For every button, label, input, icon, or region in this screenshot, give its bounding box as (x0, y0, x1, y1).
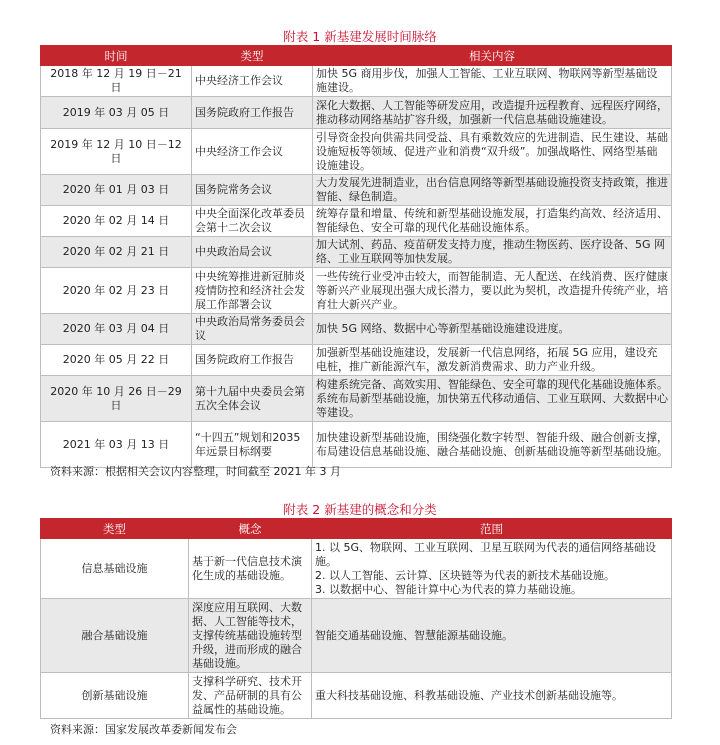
content-cell: 引导资金投向供需共同受益、具有乘数效应的先进制造、民生建设、基础设施短板等领域、促进产业和消费“双升级”。加强战略性、网络型基础设施建设。 (313, 129, 672, 175)
type-cell: 中央政治局常务委员会议 (192, 314, 313, 345)
type-cell: 第十九届中央委员会第五次全体会议 (192, 376, 313, 422)
content-cell: 加快建设新型基础设施，围绕强化数字转型、智能升级、融合创新支撑，布局建设信息基础设施、融合基础设施、创新基础设施等新型基础设施。 (313, 422, 672, 468)
table-header-row (41, 519, 672, 539)
type-cell: 中央经济工作会议 (192, 129, 313, 175)
content-cell: 一些传统行业受冲击较大，而智能制造、无人配送、在线消费、医疗健康等新兴产业展现出强大成长潜力，要以此为契机，改造提升传统产业，培育壮大新兴产业。 (313, 268, 672, 314)
scope-cell: 重大科技基础设施、科教基础设施、产业技术创新基础设施等。 (312, 673, 672, 719)
type-cell: 中央经济工作会议 (192, 66, 313, 97)
column-header-concept: 概念 (189, 519, 312, 539)
table-row (41, 376, 672, 422)
type-cell: 国务院政府工作报告 (192, 345, 313, 376)
type-cell: 融合基础设施 (41, 599, 189, 673)
column-header-time: 时间 (41, 46, 192, 66)
table-row (41, 314, 672, 345)
type-cell: “十四五”规划和2035 年远景目标纲要 (192, 422, 313, 468)
table-row (41, 345, 672, 376)
table2-source-note: 资料来源：国家发展改革委新闻发布会 (50, 723, 237, 736)
content-cell: 统筹存量和增量、传统和新型基础设施发展，打造集约高效、经济适用、智能绿色、安全可靠的现代化基础设施体系。 (313, 206, 672, 237)
time-cell: 2021 年 03 月 13 日 (41, 422, 192, 468)
type-cell: 创新基础设施 (41, 673, 189, 719)
content-cell: 构建系统完备、高效实用、智能绿色、安全可靠的现代化基础设施体系。系统布局新型基础设施，加快第五代移动通信、工业互联网、大数据中心等建设。 (313, 376, 672, 422)
table-row (41, 673, 672, 719)
type-cell: 国务院政府工作报告 (192, 97, 313, 129)
table1-title: 附表 1 新基建发展时间脉络 (283, 29, 437, 44)
content-cell: 加强新型基础设施建设，发展新一代信息网络，拓展 5G 应用，建设充电桩，推广新能源汽车，激发新消费需求、助力产业升级。 (313, 345, 672, 376)
timeline-table (40, 45, 672, 468)
table-row (41, 129, 672, 175)
scope-cell: 智能交通基础设施、智慧能源基础设施。 (312, 599, 672, 673)
content-cell: 深化大数据、人工智能等研发应用，改造提升远程教育、远程医疗网络，推动移动网络基站扩容升级，加强新一代信息基础设施建设。 (313, 97, 672, 129)
column-header-content: 相关内容 (313, 46, 672, 66)
table-row (41, 237, 672, 268)
classification-table (40, 518, 672, 719)
column-header-type: 类型 (41, 519, 189, 539)
type-cell: 信息基础设施 (41, 539, 189, 599)
time-cell: 2020 年 10 月 26 日－29 日 (41, 376, 192, 422)
concept-cell: 基于新一代信息技术演化生成的基础设施。 (189, 539, 312, 599)
type-cell: 中央全面深化改革委员会第十二次会议 (192, 206, 313, 237)
type-cell: 国务院常务会议 (192, 175, 313, 206)
concept-cell: 支撑科学研究、技术开发、产品研制的具有公益属性的基础设施。 (189, 673, 312, 719)
time-cell: 2018 年 12 月 19 日－21 日 (41, 66, 192, 97)
table-row (41, 206, 672, 237)
time-cell: 2020 年 02 月 14 日 (41, 206, 192, 237)
type-cell: 中央统筹推进新冠肺炎疫情防控和经济社会发展工作部署会议 (192, 268, 313, 314)
time-cell: 2020 年 03 月 04 日 (41, 314, 192, 345)
scope-cell: 1. 以 5G、物联网、工业互联网、卫星互联网为代表的通信网络基础设施。 2. 以人工智能、云计算、区块链等为代表的新技术基础设施。 3. 以数据中心、智能计算中心为代表的算力基础设施。 (312, 539, 672, 599)
table-row (41, 422, 672, 468)
column-header-type: 类型 (192, 46, 313, 66)
table1-source-note: 资料来源：根据相关会议内容整理，时间截至 2021 年 3 月 (50, 465, 341, 478)
content-cell: 大力发展先进制造业，出台信息网络等新型基础设施投资支持政策，推进智能、绿色制造。 (313, 175, 672, 206)
table2-title: 附表 2 新基建的概念和分类 (283, 502, 437, 517)
column-header-scope: 范围 (312, 519, 672, 539)
content-cell: 加快 5G 商用步伐，加强人工智能、工业互联网、物联网等新型基础设施建设。 (313, 66, 672, 97)
time-cell: 2020 年 01 月 03 日 (41, 175, 192, 206)
time-cell: 2019 年 12 月 10 日－12 日 (41, 129, 192, 175)
time-cell: 2020 年 05 月 22 日 (41, 345, 192, 376)
type-cell: 中央政治局会议 (192, 237, 313, 268)
table-header-row (41, 46, 672, 66)
table-row (41, 268, 672, 314)
concept-cell: 深度应用互联网、大数据、人工智能等技术，支撑传统基础设施转型升级，进而形成的融合基础设施。 (189, 599, 312, 673)
table-row (41, 97, 672, 129)
time-cell: 2019 年 03 月 05 日 (41, 97, 192, 129)
table-row (41, 66, 672, 97)
content-cell: 加大试剂、药品、疫苗研发支持力度，推动生物医药、医疗设备、5G 网络、工业互联网等加快发展。 (313, 237, 672, 268)
table-row (41, 175, 672, 206)
time-cell: 2020 年 02 月 21 日 (41, 237, 192, 268)
content-cell: 加快 5G 网络、数据中心等新型基础设施建设进度。 (313, 314, 672, 345)
table-row (41, 599, 672, 673)
time-cell: 2020 年 02 月 23 日 (41, 268, 192, 314)
table-row (41, 539, 672, 599)
